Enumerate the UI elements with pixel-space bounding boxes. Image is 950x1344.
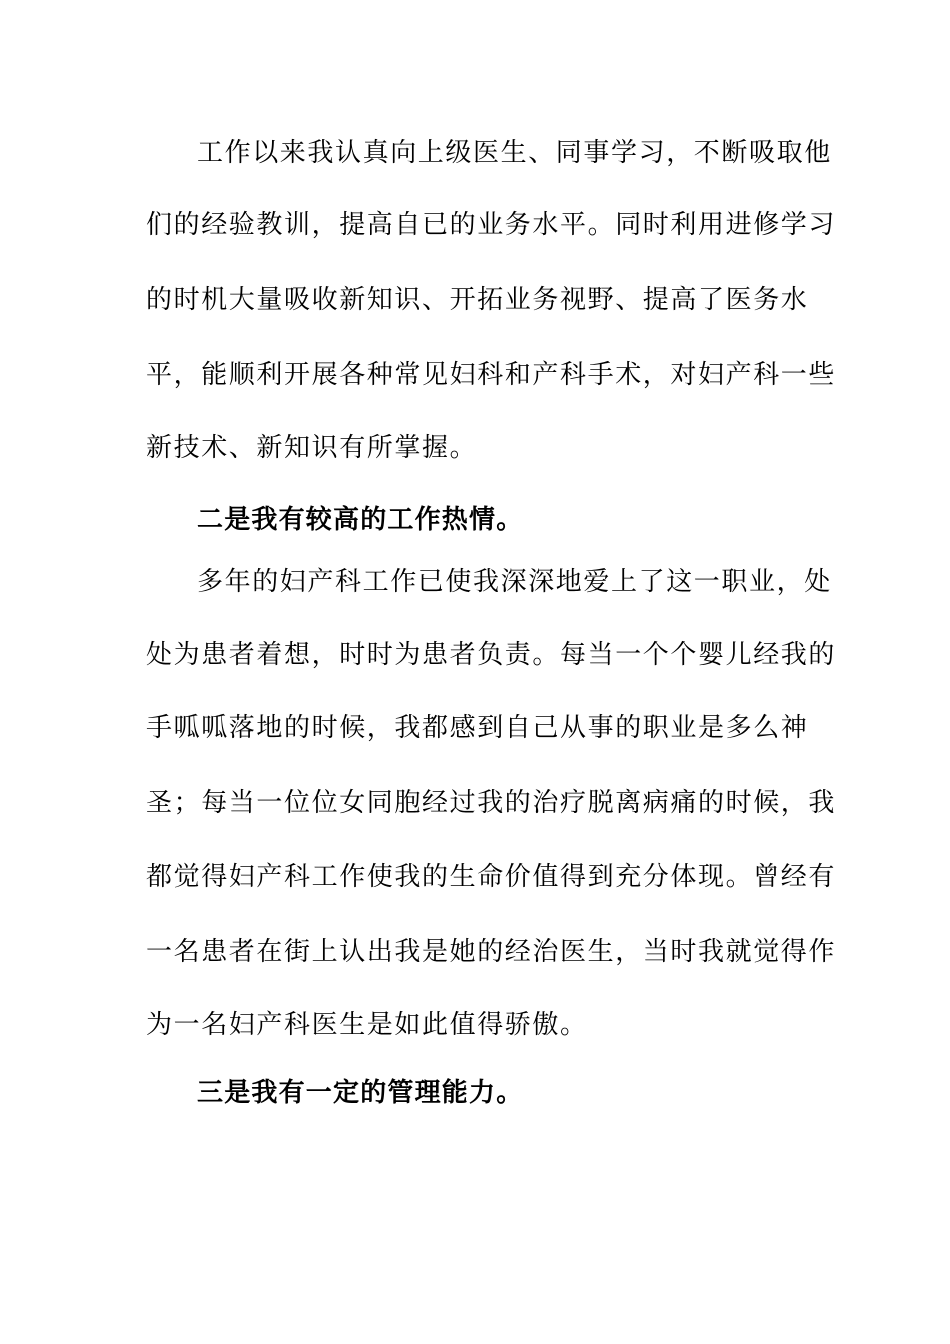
section-heading-3: 三是我有一定的管理能力。 xyxy=(197,1078,524,1108)
paragraph-1-line-1: 工作以来我认真向上级医生、同事学习，不断吸取他 xyxy=(197,138,832,168)
paragraph-1-line-4: 平，能顺利开展各种常见妇科和产科手术，对妇产科一些 xyxy=(146,360,837,390)
paragraph-2-line-5: 都觉得妇产科工作使我的生命价值得到充分体现。曾经有 xyxy=(146,862,837,892)
paragraph-1-line-3: 的时机大量吸收新知识、开拓业务视野、提高了医务水 xyxy=(146,285,809,315)
paragraph-2-line-6: 一名患者在街上认出我是她的经治医生，当时我就觉得作 xyxy=(146,937,837,967)
section-heading-2: 二是我有较高的工作热情。 xyxy=(197,505,524,535)
paragraph-2-line-4: 圣；每当一位位女同胞经过我的治疗脱离病痛的时候，我 xyxy=(146,788,837,818)
paragraph-2-line-1: 多年的妇产科工作已使我深深地爱上了这一职业，处 xyxy=(197,567,832,597)
paragraph-1-line-2: 们的经验教训，提高自已的业务水平。同时利用进修学习 xyxy=(146,210,837,240)
paragraph-2-line-2: 处为患者着想，时时为患者负责。每当一个个婴儿经我的 xyxy=(146,640,837,670)
paragraph-1-line-5: 新技术、新知识有所掌握。 xyxy=(146,433,478,463)
paragraph-2-line-3: 手呱呱落地的时候，我都感到自己从事的职业是多么神 xyxy=(146,713,809,743)
paragraph-2-line-7: 为一名妇产科医生是如此值得骄傲。 xyxy=(146,1010,588,1040)
